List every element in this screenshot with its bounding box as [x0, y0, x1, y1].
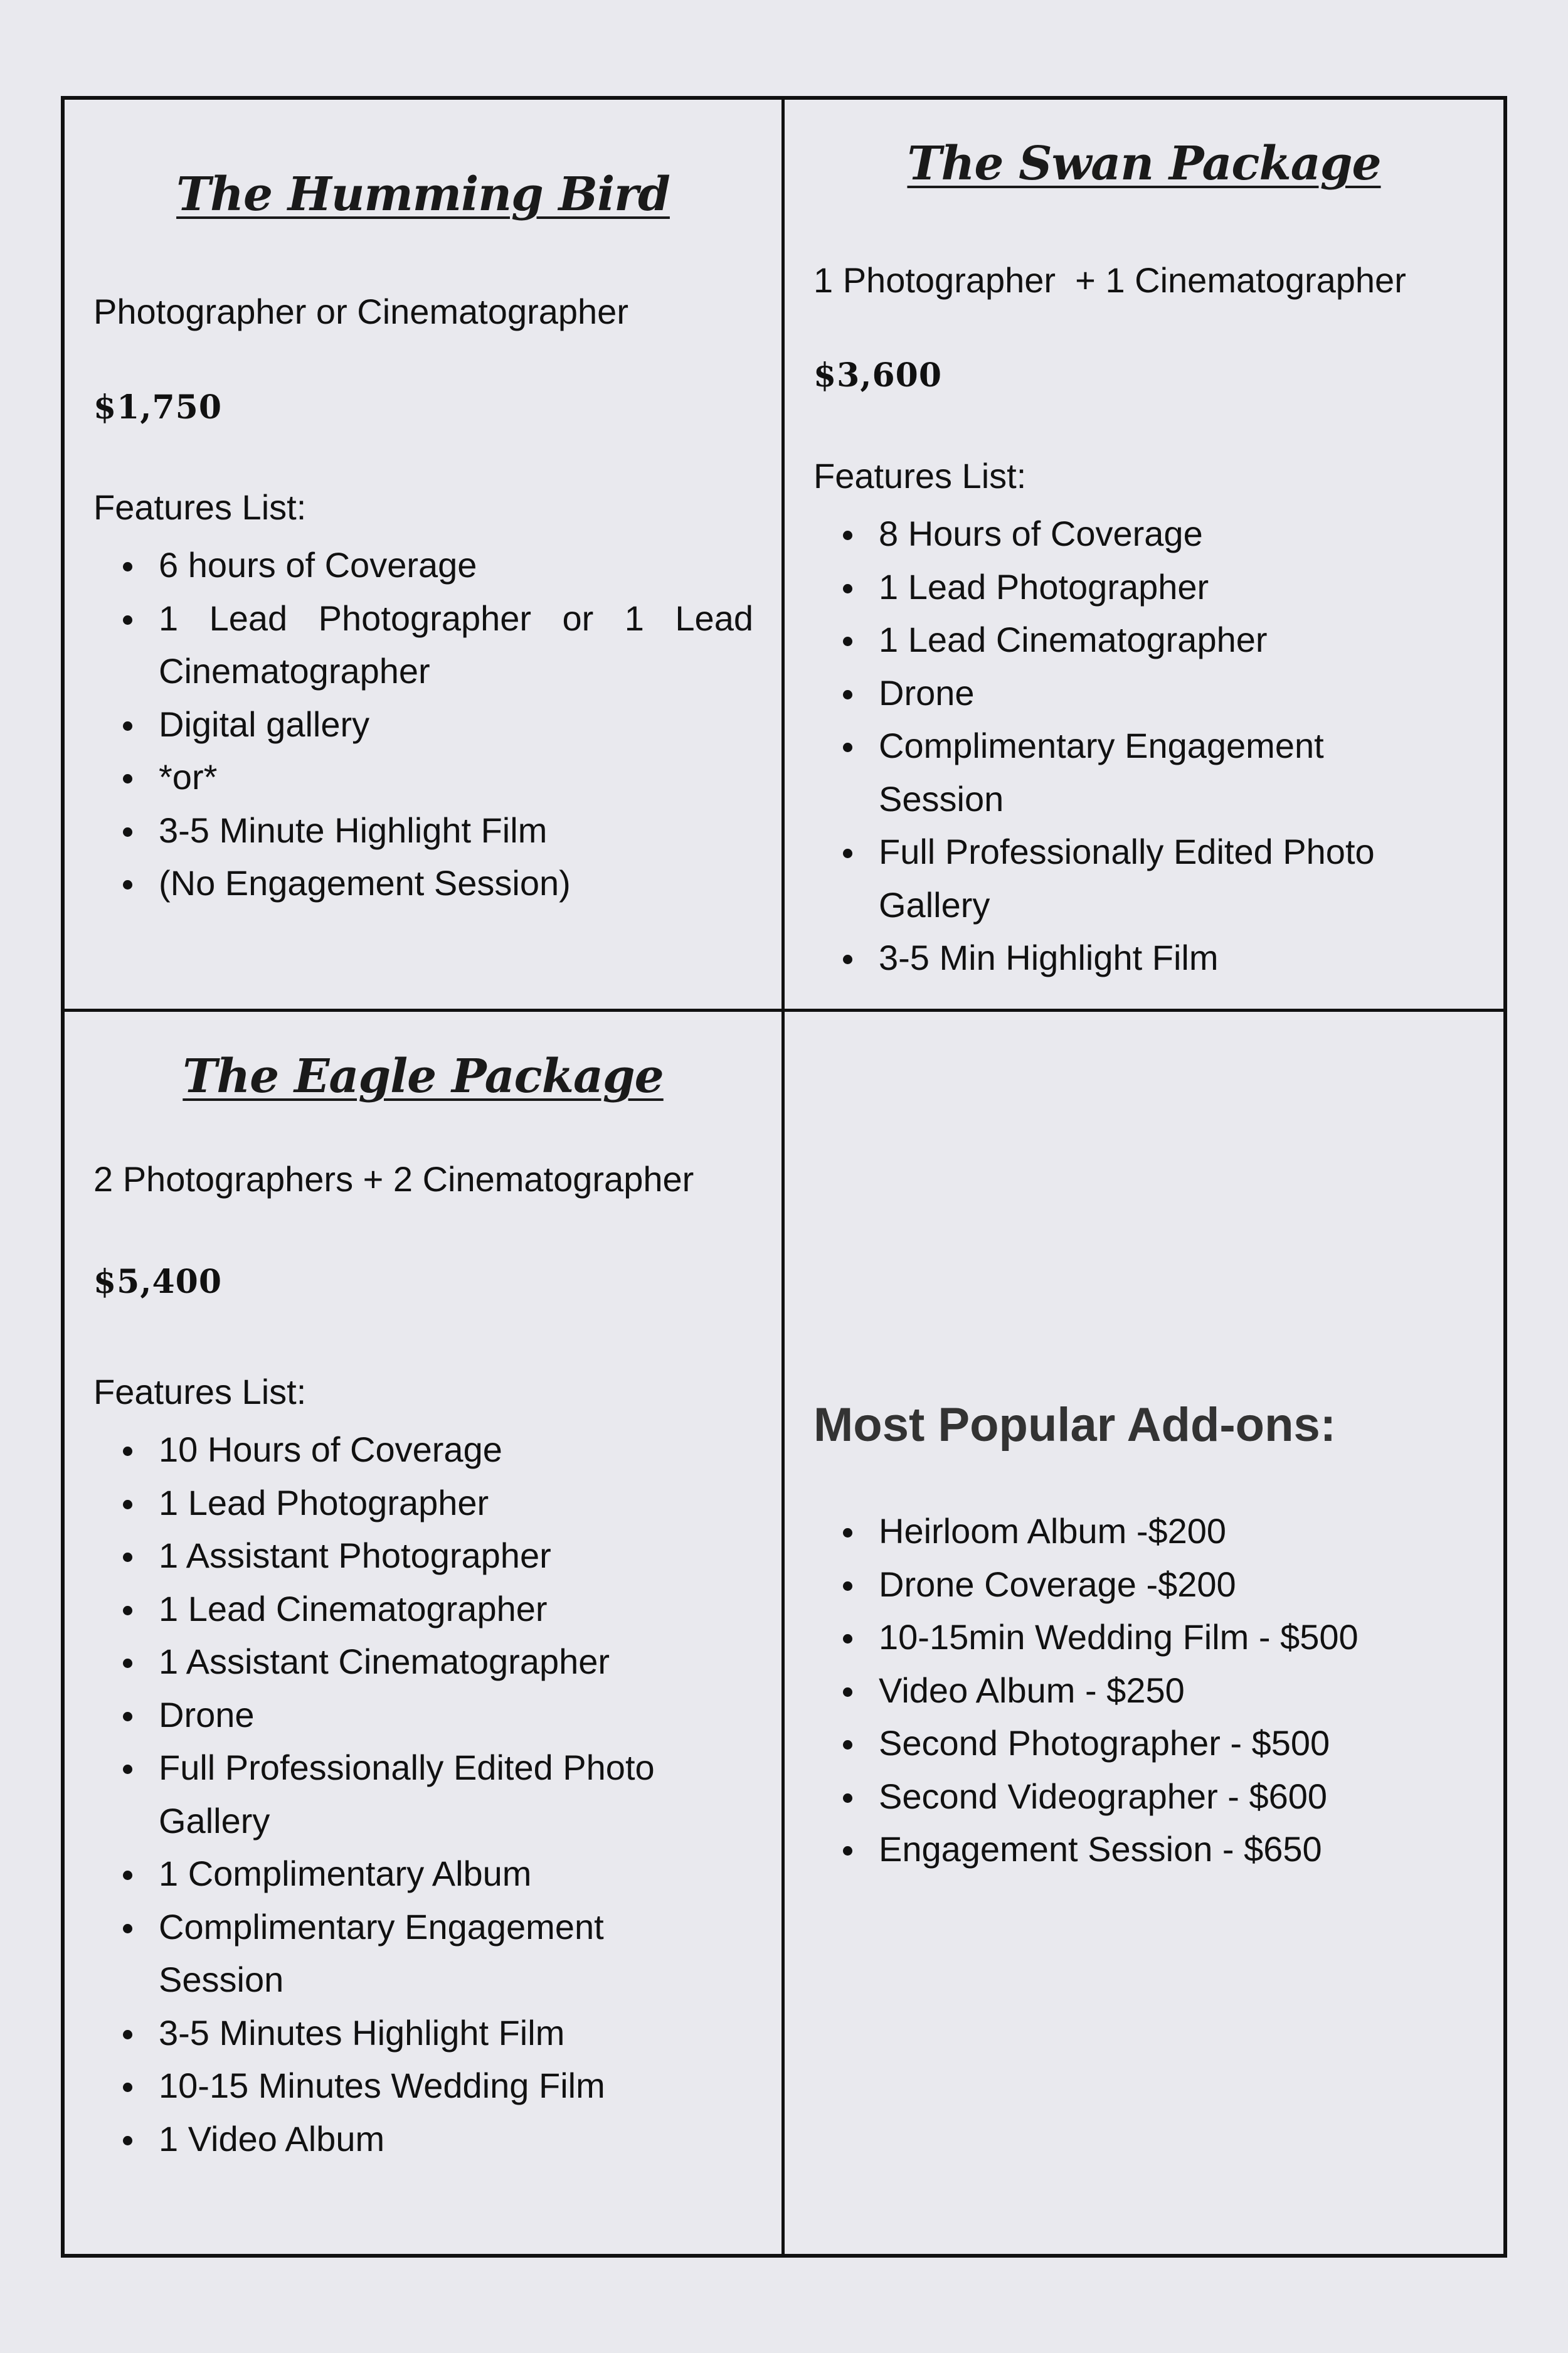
list-item: Second Photographer - $500: [813, 1717, 1478, 1770]
list-item: 1 Lead Photographer or 1 Lead Cinematographer: [93, 592, 753, 698]
package-crew: 1 Photographer + 1 Cinematographer: [813, 260, 1406, 300]
features-label: Features List:: [813, 456, 1027, 496]
features-list: [93, 539, 753, 910]
list-item: Second Videographer - $600: [813, 1770, 1478, 1824]
list-item: 1 Lead Photographer: [813, 561, 1441, 614]
package-title: The Humming Bird: [176, 167, 670, 221]
package-title: The Eagle Package: [183, 1049, 664, 1103]
list-item: Heirloom Album -$200: [813, 1505, 1478, 1558]
list-item: Complimentary Engagement Session: [813, 720, 1441, 826]
list-item: 10-15min Wedding Film - $500: [813, 1611, 1478, 1664]
list-item: 1 Lead Cinematographer: [813, 613, 1441, 667]
list-item: 1 Assistant Photographer: [93, 1529, 721, 1583]
list-item: (No Engagement Session): [93, 857, 753, 910]
package-title: The Swan Package: [907, 137, 1381, 191]
list-item: Drone: [93, 1689, 721, 1742]
list-item: Complimentary Engagement Session: [93, 1901, 721, 2007]
features-label: Features List:: [93, 487, 307, 527]
list-item: 10-15 Minutes Wedding Film: [93, 2059, 721, 2113]
list-item: *or*: [93, 751, 753, 804]
list-item: 1 Lead Photographer: [93, 1477, 721, 1530]
list-item: Digital gallery: [93, 698, 753, 752]
package-crew: Photographer or Cinematographer: [93, 292, 628, 331]
packages-grid: [61, 96, 1507, 2258]
list-item: Drone: [813, 667, 1441, 720]
list-item: 3-5 Min Highlight Film: [813, 932, 1441, 985]
list-item: 8 Hours of Coverage: [813, 507, 1441, 561]
package-crew: 2 Photographers + 2 Cinematographer: [93, 1159, 694, 1199]
list-item: 6 hours of Coverage: [93, 539, 753, 592]
package-price: $1,750: [93, 388, 223, 427]
list-item: Video Album - $250: [813, 1664, 1478, 1718]
eagle-package: [65, 1012, 785, 2254]
swan-package: [785, 100, 1503, 1012]
list-item: Full Professionally Edited Photo Gallery: [93, 1741, 721, 1847]
list-item: 1 Lead Cinematographer: [93, 1583, 721, 1636]
addons-title: Most Popular Add-ons:: [813, 1398, 1337, 1452]
list-item: 1 Complimentary Album: [93, 1847, 721, 1901]
features-label: Features List:: [93, 1372, 307, 1411]
list-item: 10 Hours of Coverage: [93, 1423, 721, 1477]
package-price: $3,600: [813, 356, 943, 395]
features-list: [813, 507, 1441, 985]
list-item: Engagement Session - $650: [813, 1823, 1478, 1876]
list-item: Drone Coverage -$200: [813, 1558, 1478, 1612]
package-price: $5,400: [93, 1263, 223, 1301]
features-list: [93, 1423, 721, 2165]
addons-list: [813, 1505, 1478, 1876]
list-item: 1 Assistant Cinematographer: [93, 1635, 721, 1689]
humming-bird-package: [65, 100, 785, 1012]
list-item: 3-5 Minute Highlight Film: [93, 804, 753, 858]
list-item: Full Professionally Edited Photo Gallery: [813, 826, 1441, 932]
addons-panel: [785, 1012, 1503, 2254]
list-item: 1 Video Album: [93, 2113, 721, 2166]
list-item: 3-5 Minutes Highlight Film: [93, 2007, 721, 2060]
